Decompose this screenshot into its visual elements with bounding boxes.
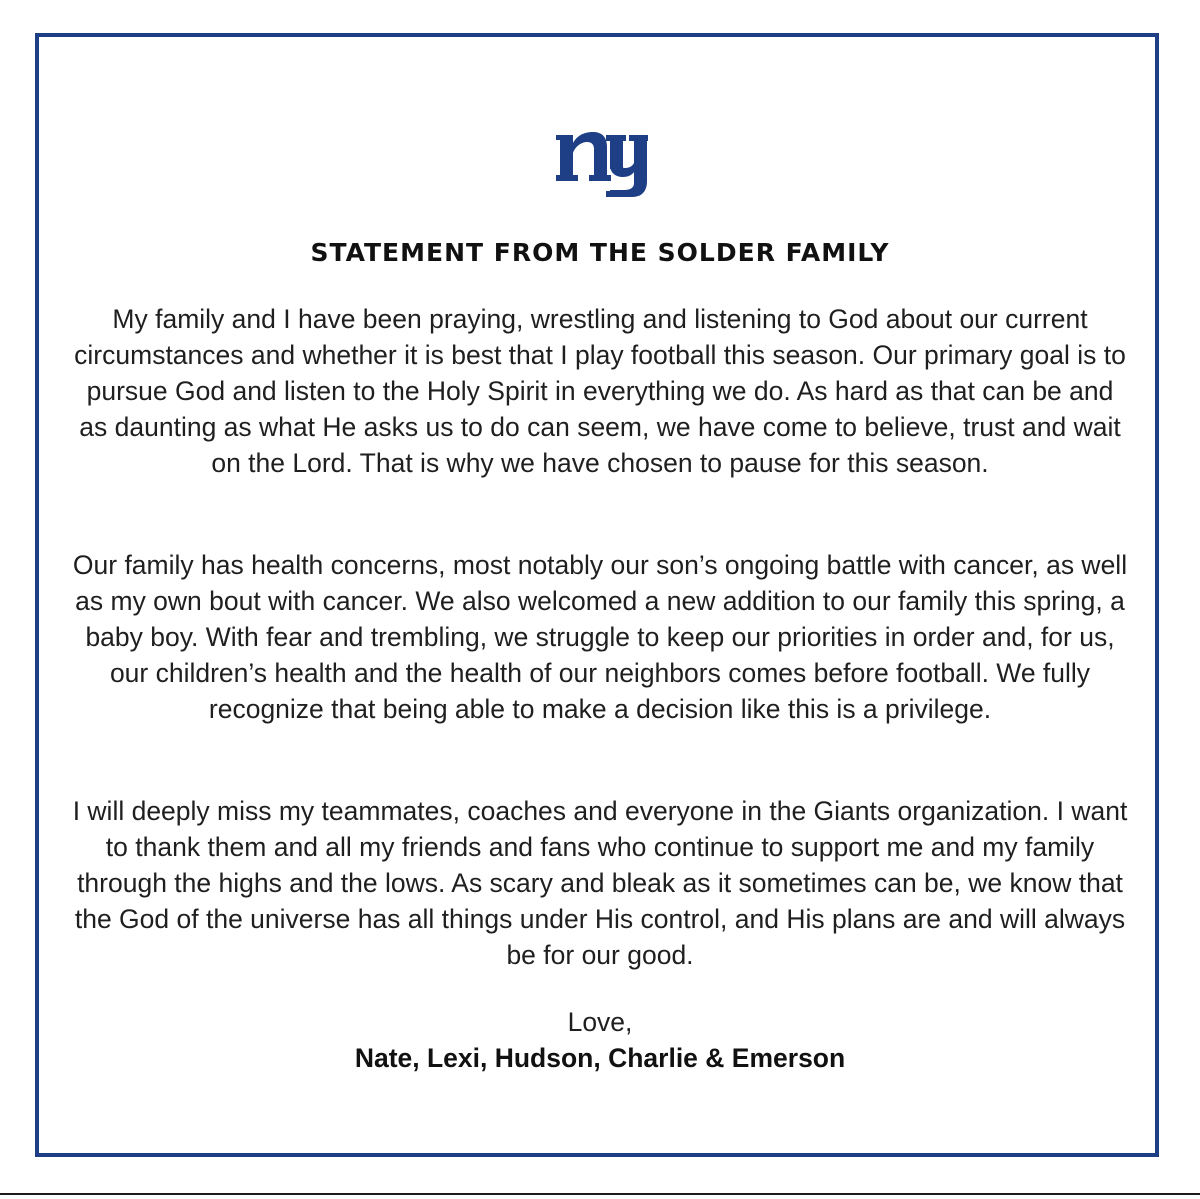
statement-paragraph-1: My family and I have been praying, wrestling and listening to God about our current circumstances and whether it is best that I play football this season. Our primary goal is to pursue God and listen to the Holy Spirit in everything we do. As hard as that can be and as daunting as what He asks us to do can seem, we have come to believe, trust and wait on the Lord. That is why we have chosen to pause for this season. [74,304,1126,478]
statement-title: STATEMENT FROM THE SOLDER FAMILY [310,238,890,267]
statement-paragraph-3: I will deeply miss my teammates, coaches and everyone in the Giants organization. I want to thank them and all my friends and fans who continue to support me and my family through the highs and the lows. As scary and bleak as it sometimes can be, we know that the God of the universe has all things under His control, and His plans are and will always be for our good. [72,796,1128,970]
giants-ny-logo-icon [556,125,648,197]
bottom-divider [0,1193,1200,1195]
signoff-names: Nate, Lexi, Hudson, Charlie & Emerson [354,1043,846,1073]
signoff-closing: Love, [567,1007,633,1037]
signoff-block [0,1004,1200,1076]
statement-paragraph-2: Our family has health concerns, most notably our son’s ongoing battle with cancer, as well as my own bout with cancer. We also welcomed a new addition to our family this spring, a baby boy. With fear and trembling, we struggle to keep our priorities in order and, for us, our children’s health and the health of our neighbors comes before football. We fully recognize that being able to make a decision like this is a privilege. [72,550,1128,724]
